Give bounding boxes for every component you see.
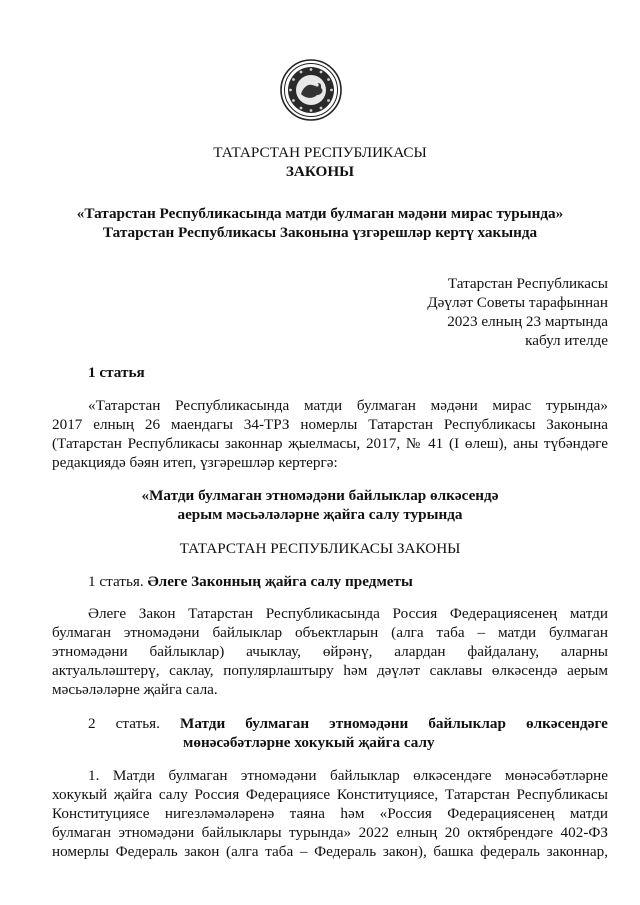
tatarstan-emblem-icon <box>280 59 342 121</box>
paragraph-line: номерлы Федераль закон (алга таба – Федераль закон), башка федераль законнар, <box>52 843 608 860</box>
new-law-title-line1: «Матди булмаган этномәдәни байлыклар өлкәсендә <box>141 487 499 504</box>
law-article1-label: 1 статья. <box>88 573 144 590</box>
paragraph-line: мәсьәләләрне җайга сала. <box>52 681 218 698</box>
adoption-line1: Татарстан Республикасы <box>447 275 608 292</box>
law-article2-number: 2 <box>88 715 96 732</box>
paragraph-line: актуальләштерү, саклау, популярлаштыру һәм дәүләт саклавы өлкәсендә аерым <box>52 662 608 679</box>
law-article2-title-word: булмаган <box>245 715 310 732</box>
law-article2-title-line2: мөнәсәбәтләрне хокукый җайга салу <box>183 734 435 751</box>
new-law-heading: ТАТАРСТАН РЕСПУБЛИКАСЫ ЗАКОНЫ <box>179 540 461 557</box>
law-title-line2: Татарстан Республикасы Законына үзгәрешләр кертү хакында <box>102 224 538 241</box>
law-article1-heading <box>88 572 413 591</box>
article1-heading: 1 статья <box>88 364 145 381</box>
paragraph-line: 1. Матди булмаган этномәдәни байлыклар өлкәсендәге мөнәсәбәтләрне <box>88 767 608 784</box>
header-republic: ТАТАРСТАН РЕСПУБЛИКАСЫ <box>213 144 427 161</box>
paragraph-line: редакциядә бәян итеп, үзгәрешләр кертергә: <box>52 454 338 471</box>
law-article2-title-word: Матди <box>179 715 226 732</box>
paragraph-line: 2017 елның 26 маендагы 34-ТРЗ номерлы Татарстан Республикасы Законына <box>52 416 608 433</box>
paragraph-line: булмаган этномәдәни байлыклар объектларын (алга таба – матди булмаган <box>52 624 608 641</box>
paragraph-line: булмаган этномәдәни байлыклары турында» 2022 елның 20 октябрендәге 402-ФЗ <box>52 824 608 841</box>
adoption-line3: 2023 елның 23 мартында <box>447 313 608 330</box>
law-title-line1: «Татарстан Республикасында матди булмаган мәдәни мирас турында» <box>76 205 564 222</box>
paragraph-line: «Татарстан Республикасында матди булмаган мәдәни мирас турында» <box>88 397 608 414</box>
paragraph-line: Әлеге Закон Татарстан Республикасында Россия Федерациясенең матди <box>88 605 608 622</box>
adoption-block <box>427 274 608 350</box>
law-article2-paragraph <box>52 766 608 861</box>
law-article1-paragraph <box>52 604 608 699</box>
paragraph-line: хокукый җайга салу Россия Федерациясе Конституциясе, Татарстан Республикасы <box>52 786 608 803</box>
article1-paragraph <box>52 396 608 472</box>
adoption-line2: Дәүләт Советы тарафыннан <box>427 294 608 311</box>
law-article2-title-word: этномәдәни <box>329 715 409 732</box>
new-law-title-line2: аерым мәсьәләләрне җайга салу турында <box>177 506 463 523</box>
law-article2-heading <box>88 714 608 733</box>
paragraph-line: Конституциясе нигезләмәләренә таяна һәм «Россия Федерациясенең матди <box>52 805 608 822</box>
law-article2-title-word: өлкәсендәге <box>526 715 608 732</box>
header-law: ЗАКОНЫ <box>285 163 355 180</box>
law-article1-title: Әлеге Законның җайга салу предметы <box>147 573 413 590</box>
adoption-line4: кабул ителде <box>525 332 608 349</box>
law-article2-title-word: байлыклар <box>428 715 506 732</box>
paragraph-line: этномәдәни байлыклар) ачыклау, өйрәнү, алардан файдалану, аларны <box>52 643 608 660</box>
law-article2-label: статья. <box>115 715 160 732</box>
paragraph-line: (Татарстан Республикасы законнар җыелмасы, 2017, № 41 (I өлеш), аны түбәндәге <box>52 435 608 452</box>
